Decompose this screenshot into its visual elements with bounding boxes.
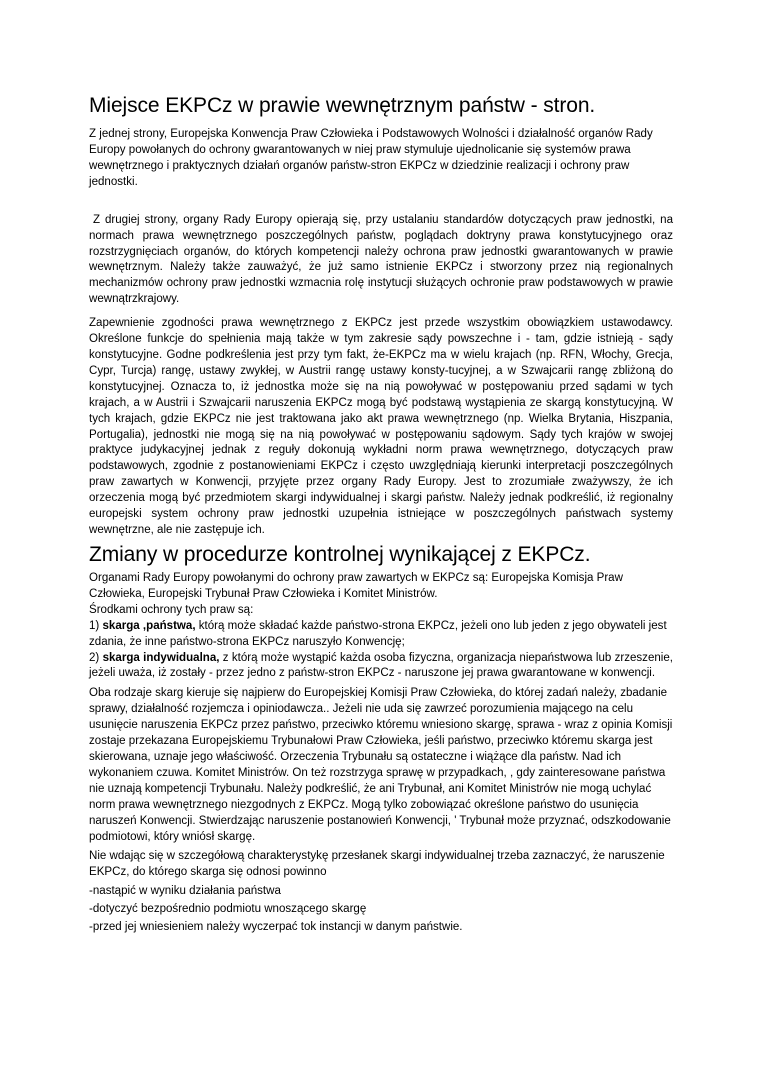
list-item-state-complaint [89,619,673,651]
paragraph: Środkami ochrony tych praw są: [89,603,254,616]
list-item: -przed jej wniesieniem należy wyczerpać tok instancji w danym państwie. [89,921,463,934]
list-item: -nastąpić w wyniku działania państwa [89,885,281,898]
bold-term: skarga indywidualna, [102,651,220,664]
list-item-text: z którą może wystąpić każda osoba fizyczna, organizacja niepaństwowa lub zrzeszenie, jeżeli uważa, iż zostały - przez jedno z państw-stron EKPCz - naruszone jej prawa gwarantowane w konwencji. [89,651,673,680]
paragraph: Oba rodzaje skarg kieruje się najpierw do Europejskiej Komisji Praw Człowieka, do której zadań należy, zbadanie sprawy, działalność rozjemcza i opiniodawcza.. Jeżeli nie uda się zawrzeć porozumienia mającego na celu usunięcie naruszenia EKPCz przez państwo, przeciwko któremu wniesiono skargę, sprawa - wraz z opinia Komisji zostaje przekazana Europejskiemu Trybunałowi Praw Człowieka, jeśli państwo, przeciwko któremu skarga jest skierowana, uznaje jego właściwość. Orzeczenia Trybunału są ostateczne i wiążące dla państw. Nad ich wykonaniem czuwa. Komitet Ministrów. On też rozstrzyga sprawę w przypadkach, , gdy zainteresowane państwa nie uznają kompetencji Trybunału. Należy podkreślić, że ani Trybunał, ani Komitet Ministrów nie mogą uchylać norm prawa wewnętrznego niezgodnych z EKPCz. Mogą tylko zobowiązać określone państwo do usunięcia naruszeń Konwencji. Stwierdzając naruszenie postanowień Konwencji, ' Trybunał może przyznać, odszkodowanie podmiotowi, który wniósł skargę. [89,687,673,843]
document-content [89,94,673,938]
section-heading-control-procedure: Zmiany w procedurze kontrolnej wynikającej z EKPCz. [89,542,591,566]
paragraph: Z drugiej strony, organy Rady Europy opierają się, przy ustalaniu standardów dotyczących praw jednostki, na normach prawa wewnętrznego poszczególnych państw, poglądach doktryny prawa konstytucyjnego oraz rozstrzygnięciach organów, do których kompetencji należy ochrona praw jednostki gwarantowanych w prawie wewnętrznym. Należy także zauważyć, że już samo istnienie EKPCz i stworzony przez nią regionalnych mechanizmów ochrony praw jednostki wzmacnia rolę instytucji służących ochronie praw podstawowych w prawie wewnątrzkrajowy. [89,213,673,306]
paragraph: Nie wdając się w szczegółową charakterystykę przesłanek skargi indywidualnej trzeba zaznaczyć, że naruszenie EKPCz, do którego skarga się odnosi powinno [89,850,665,879]
list-item: -dotyczyć bezpośrednio podmiotu wnoszącego skargę [89,903,367,916]
list-number: 1) [89,619,103,632]
list-item-individual-complaint [89,651,673,683]
paragraph: Organami Rady Europy powołanymi do ochrony praw zawartych w EKPCz są: Europejska Komisja Praw Człowieka, Europejski Trybunał Praw Człowieka i Komitet Ministrów. [89,572,623,600]
paragraph: Zapewnienie zgodności prawa wewnętrznego z EKPCz jest przede wszystkim obowiązkiem ustawodawcy. Określone funkcje do spełnienia mają także w tym zakresie sądy powszechne i - tam, gdzie istnieją - sądy konstytucyjne. Godne podkreślenia jest przy tym fakt, że-EKPCz ma w wielu krajach (np. RFN, Włochy, Grecja, Cypr, Turcja) rangę, ustawy zwykłej, w Austrii rangę ustawy konsty-tucyjnej, a w Szwajcarii rangę zbliżoną do konstytucyjnej. Oznacza to, iż jednostka może się na nią powoływać w postępowaniu przed sądami w tych krajach, a w Austrii i Szwajcarii naruszenia EKPCz mogą być podstawą wystąpienia ze skargą konstytucyjną. W tych krajach, gdzie EKPCz nie jest traktowana jako akt prawa wewnętrznego (np. Wielka Brytania, Hiszpania, Portugalia), jednostki nie mogą się na nią powoływać w postępowaniu sądowym. Sądy tych krajów w swojej praktyce judykacyjnej jednak z reguły dokonują wykładni norm prawa wewnętrznego, dotyczących praw podstawowych, zgodnie z postanowieniami EKPCz i często uwzględniają kierunki interpretacji poszczególnych praw zawartych w Konwencji, przyjęte przez organy Rady Europy. Jest to zrozumiałe zważywszy, że ich orzeczenia mogą być przedmiotem skargi indywidualnej i skargi państw. Należy jednak podkreślić, iż regionalny europejski system ochrony praw jednostki uzupełnia istniejące w poszczególnych państwach systemy wewnętrzne, ale nie zastępuje ich. [89,317,673,536]
list-number: 2) [89,651,103,664]
bold-term: skarga ,państwa, [102,619,196,632]
list-item-text: którą może składać każde państwo-strona EKPCz, jeżeli ono lub jeden z jego obywateli jest zdania, że inne państwo-strona EKPCz naruszyło Konwencję; [89,619,667,648]
section-heading-ekpcz-domestic-law: Miejsce EKPCz w prawie wewnętrznym państw - stron. [89,94,596,117]
paragraph: Z jednej strony, Europejska Konwencja Praw Człowieka i Podstawowych Wolności i działalność organów Rady Europy powołanych do ochrony gwarantowanych w niej praw stymuluje ujednolicanie się systemów prawa wewnętrznego i praktycznych działań organów państw-stron EKPCz w dziedzinie realizacji i ochrony praw jednostki. [89,128,653,188]
